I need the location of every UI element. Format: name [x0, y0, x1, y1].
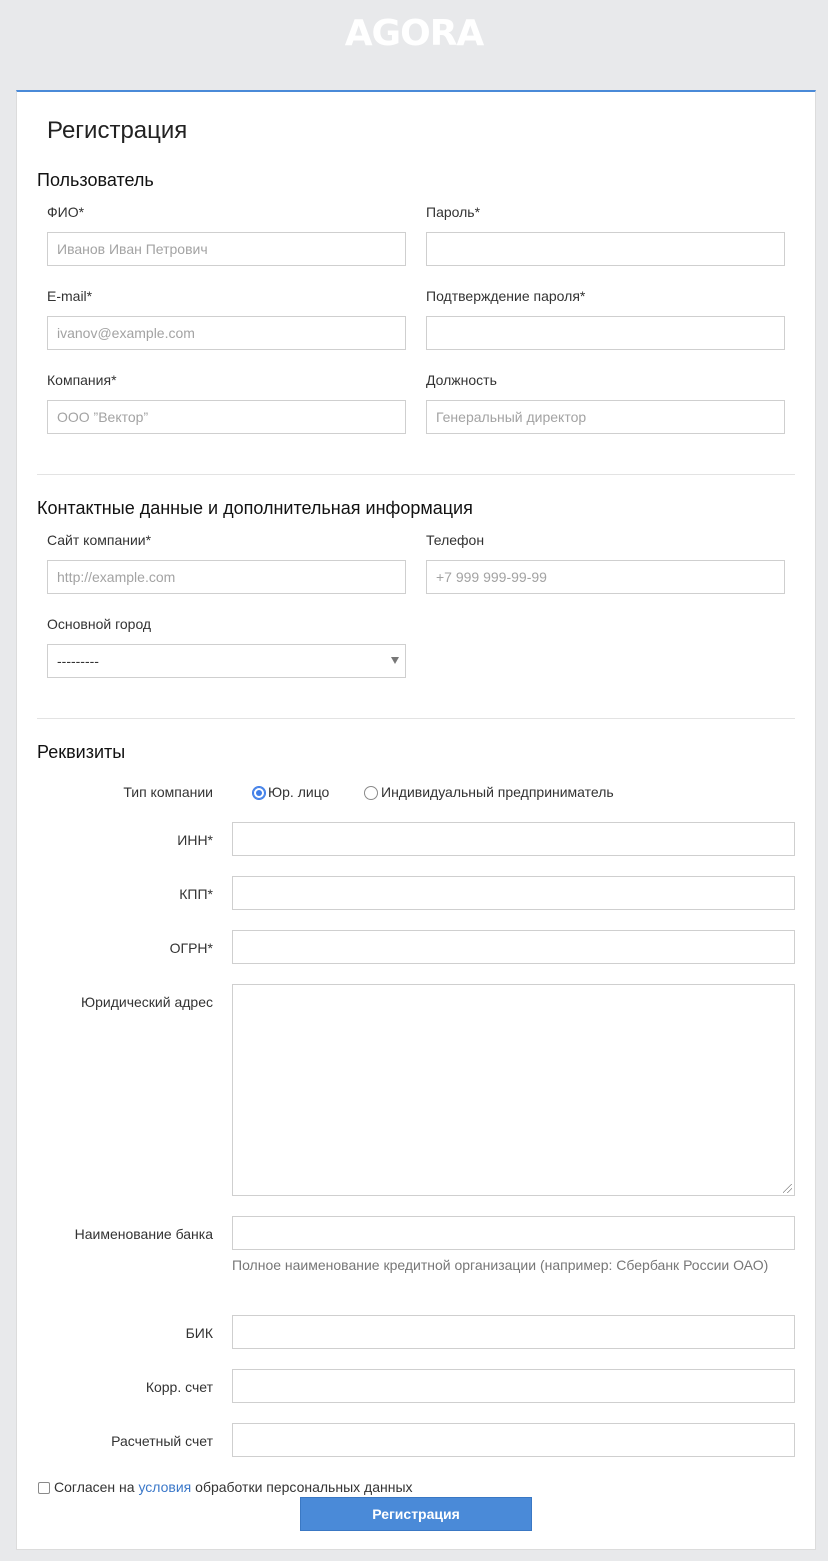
password-input[interactable] [426, 232, 785, 266]
website-label: Сайт компании* [47, 532, 152, 548]
agora-logo[interactable] [339, 14, 489, 50]
city-select[interactable] [47, 644, 406, 678]
divider [37, 718, 795, 719]
corr-account-label: Корр. счет [145, 1379, 213, 1395]
fio-input[interactable] [47, 232, 406, 266]
password-label: Пароль* [426, 204, 481, 220]
section-title-user: Пользователь [37, 170, 154, 190]
inn-label: ИНН* [177, 832, 213, 848]
settlement-account-input[interactable] [232, 1423, 795, 1457]
radio-legal-entity[interactable] [252, 786, 266, 800]
ogrn-input[interactable] [232, 930, 795, 964]
kpp-input[interactable] [232, 876, 795, 910]
consent-text [54, 1479, 413, 1495]
bik-input[interactable] [232, 1315, 795, 1349]
header-bar [0, 0, 828, 90]
position-input[interactable] [426, 400, 785, 434]
legal-address-textarea[interactable] [232, 984, 795, 1196]
city-label: Основной город [47, 616, 152, 632]
position-label: Должность [426, 372, 497, 388]
phone-label: Телефон [426, 532, 485, 548]
phone-input[interactable] [426, 560, 785, 594]
resize-handle-icon[interactable] [783, 1184, 792, 1193]
section-title-contacts: Контактные данные и дополнительная информация [37, 498, 473, 518]
consent-prefix: Согласен на [54, 1479, 139, 1495]
company-type-label: Тип компании [123, 784, 213, 800]
legal-address-label: Юридический адрес [80, 994, 213, 1010]
radio-individual[interactable] [364, 786, 378, 800]
password-confirm-input[interactable] [426, 316, 785, 350]
website-input[interactable] [47, 560, 406, 594]
section-title-requisites: Реквизиты [37, 742, 126, 762]
consent-suffix: обработки персональных данных [191, 1479, 413, 1495]
bank-name-label: Наименование банка [74, 1226, 213, 1242]
bik-label: БИК [185, 1325, 213, 1341]
radio-individual-label[interactable]: Индивидуальный предприниматель [381, 784, 614, 800]
company-label: Компания* [47, 372, 117, 388]
ogrn-label: ОГРН* [169, 940, 213, 956]
consent-checkbox[interactable] [38, 1482, 50, 1494]
kpp-label: КПП* [179, 886, 213, 902]
radio-legal-entity-label[interactable]: Юр. лицо [268, 784, 330, 800]
terms-link[interactable]: условия [138, 1479, 192, 1495]
registration-card [16, 90, 816, 1550]
chevron-down-icon [391, 657, 399, 664]
page-title: Регистрация [47, 117, 188, 144]
corr-account-input[interactable] [232, 1369, 795, 1403]
email-input[interactable] [47, 316, 406, 350]
inn-input[interactable] [232, 822, 795, 856]
city-select-value: --------- [57, 653, 99, 669]
bank-name-hint: Полное наименование кредитной организации (например: Сбербанк России ОАО) [232, 1257, 769, 1273]
svg-text:AGORA: AGORA [344, 14, 484, 50]
password-confirm-label: Подтверждение пароля* [426, 288, 586, 304]
company-input[interactable] [47, 400, 406, 434]
email-label: E-mail* [47, 288, 93, 304]
divider [37, 474, 795, 475]
register-button[interactable]: Регистрация [300, 1497, 532, 1531]
bank-name-input[interactable] [232, 1216, 795, 1250]
fio-label: ФИО* [47, 204, 85, 220]
settlement-account-label: Расчетный счет [111, 1433, 213, 1449]
